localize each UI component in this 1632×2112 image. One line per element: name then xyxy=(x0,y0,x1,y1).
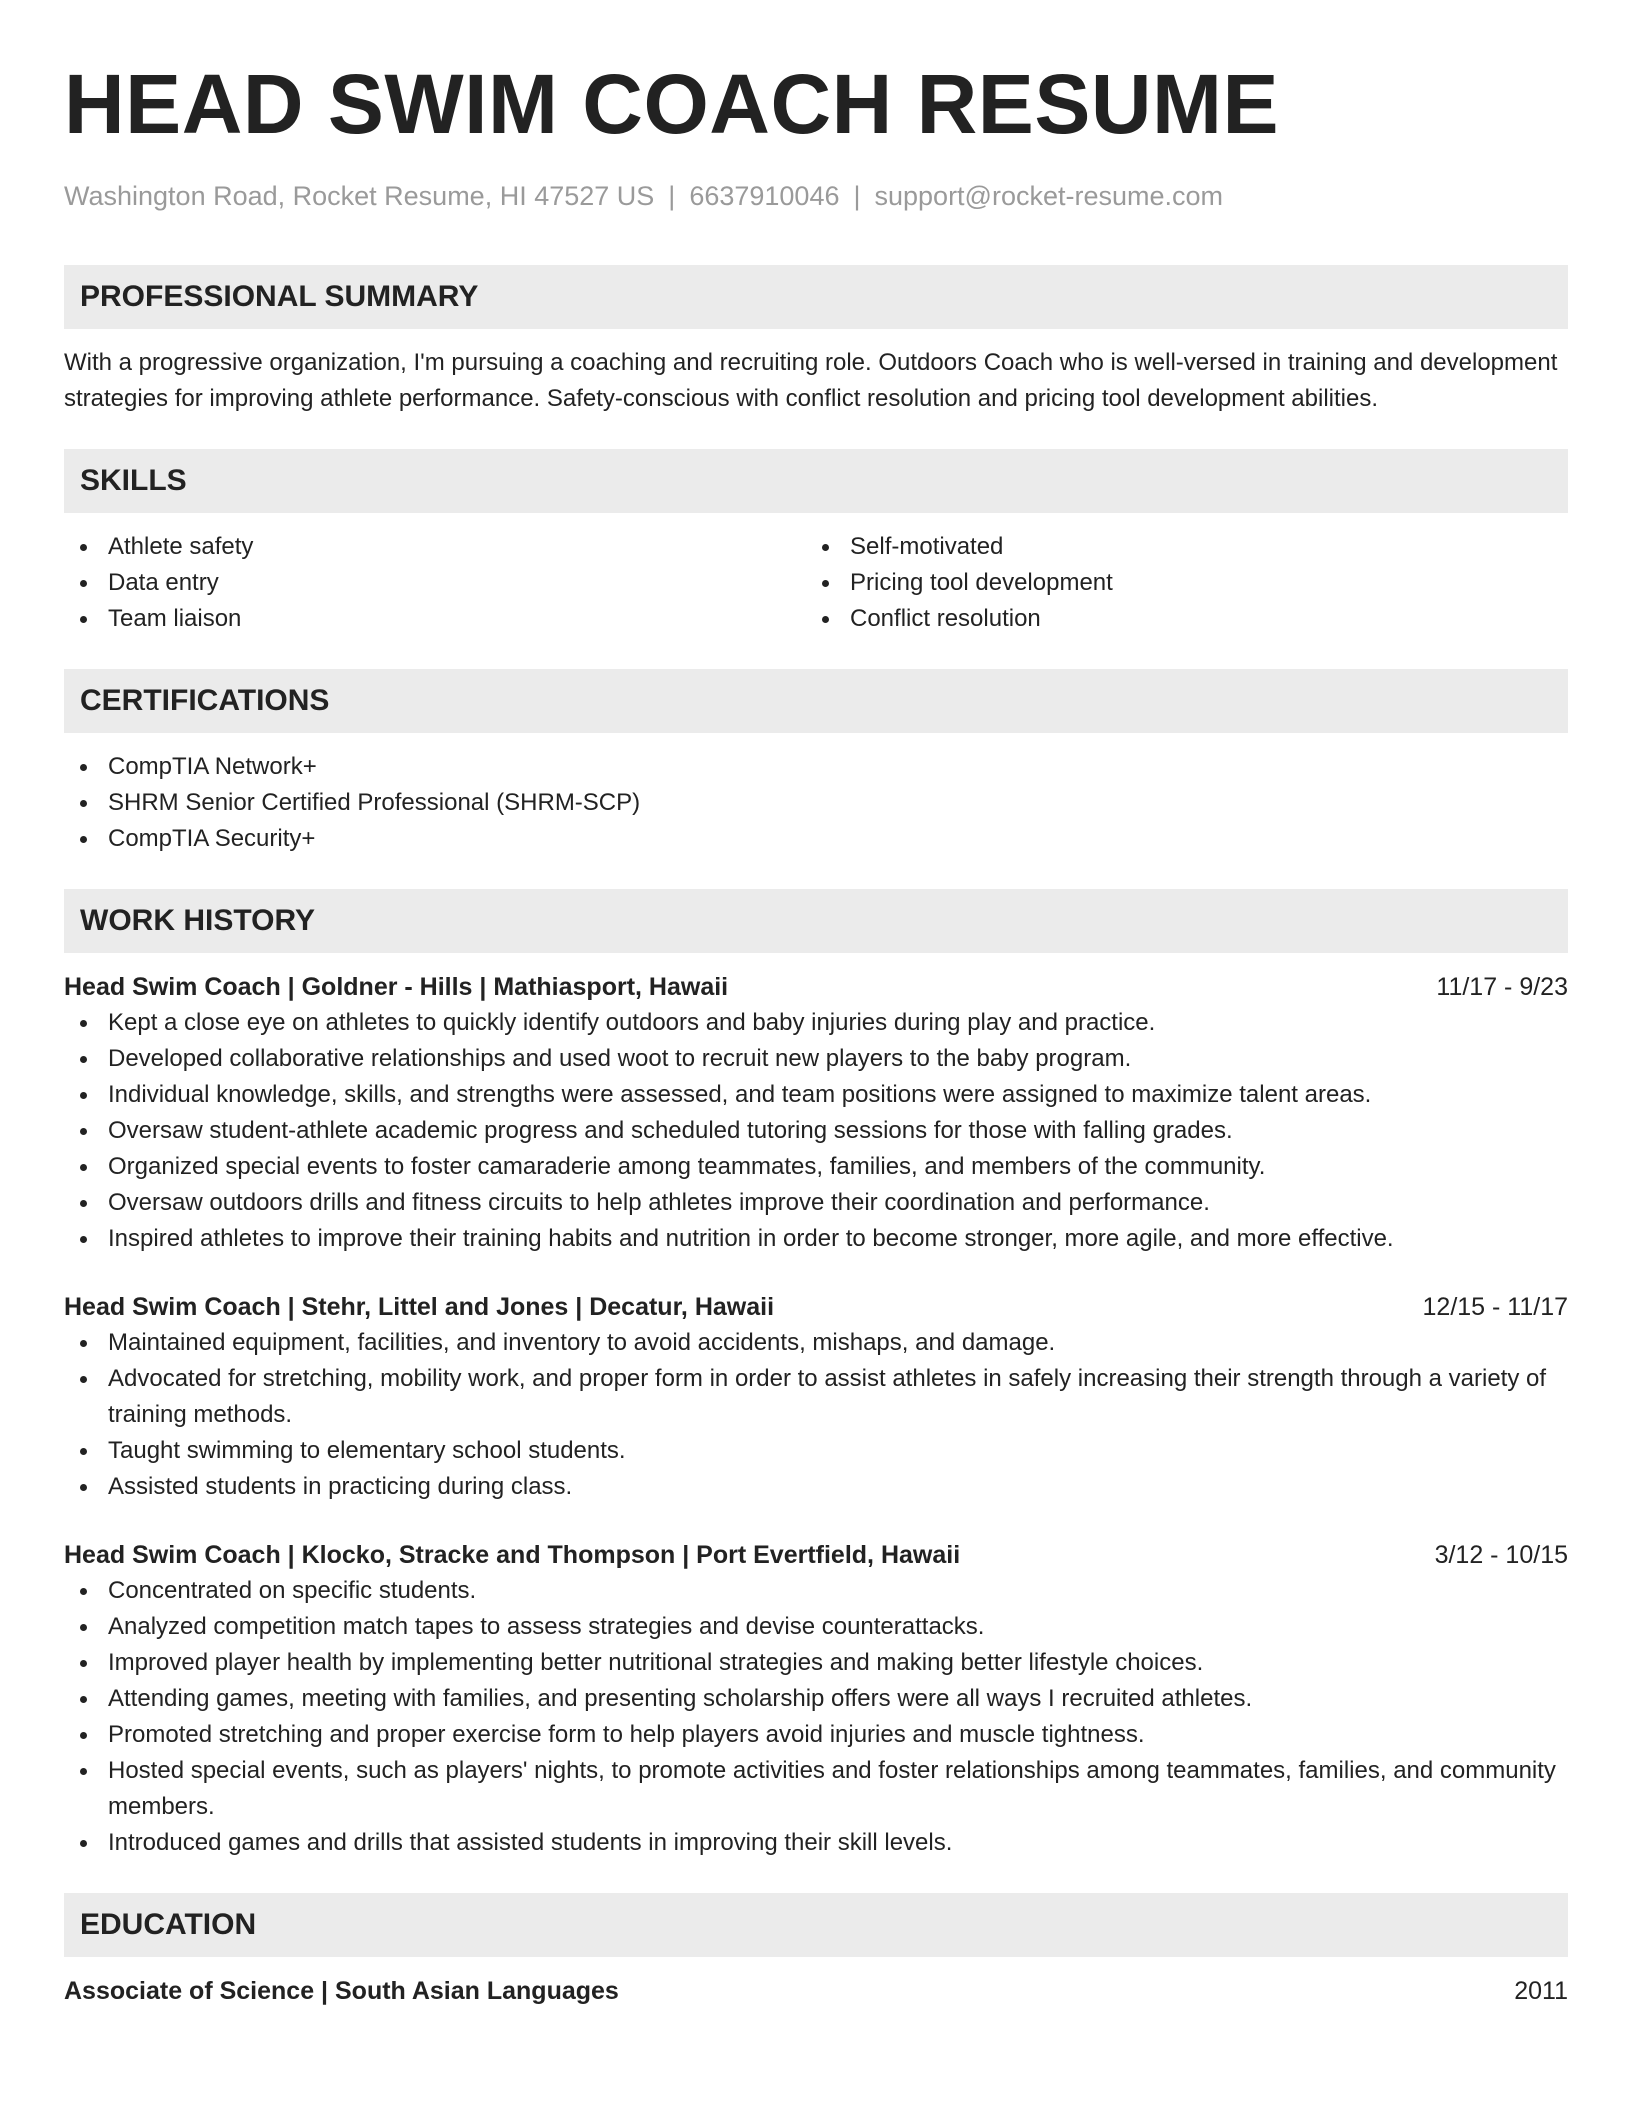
job-entry xyxy=(64,969,1568,1257)
job-bullet: Improved player health by implementing better nutritional strategies and making better lifestyle choices. xyxy=(64,1645,1568,1681)
job-header xyxy=(64,1537,1568,1573)
contact-separator: | xyxy=(853,181,861,211)
contact-separator: | xyxy=(668,181,676,211)
job-bullet: Concentrated on specific students. xyxy=(64,1573,1568,1609)
job-bullet: Advocated for stretching, mobility work, and proper form in order to assist athletes in safely increasing their strength through a variety of training methods. xyxy=(64,1361,1568,1433)
job-bullet: Organized special events to foster camaraderie among teammates, families, and members of the community. xyxy=(64,1149,1568,1185)
section-heading-work-history: WORK HISTORY xyxy=(64,889,1568,953)
certification-item: CompTIA Network+ xyxy=(64,749,1568,785)
skill-item: Data entry xyxy=(64,565,806,601)
skill-item: Team liaison xyxy=(64,601,806,637)
resume-page xyxy=(64,0,1568,2009)
section-heading-skills: SKILLS xyxy=(64,449,1568,513)
certification-item: SHRM Senior Certified Professional (SHRM-SCP) xyxy=(64,785,1568,821)
job-bullet: Oversaw student-athlete academic progress and scheduled tutoring sessions for those with falling grades. xyxy=(64,1113,1568,1149)
job-bullet: Analyzed competition match tapes to assess strategies and devise counterattacks. xyxy=(64,1609,1568,1645)
job-dates: 11/17 - 9/23 xyxy=(1436,973,1568,1001)
job-bullets xyxy=(64,1573,1568,1861)
job-bullet: Introduced games and drills that assisted students in improving their skill levels. xyxy=(64,1825,1568,1861)
job-bullet: Oversaw outdoors drills and fitness circuits to help athletes improve their coordination and performance. xyxy=(64,1185,1568,1221)
job-dates: 12/15 - 11/17 xyxy=(1422,1293,1568,1321)
job-bullet: Individual knowledge, skills, and strengths were assessed, and team positions were assigned to maximize talent areas. xyxy=(64,1077,1568,1113)
job-entry xyxy=(64,1537,1568,1861)
job-bullet: Taught swimming to elementary school students. xyxy=(64,1433,1568,1469)
job-title-line: Head Swim Coach | Klocko, Stracke and Thompson | Port Evertfield, Hawaii xyxy=(64,1541,961,1569)
job-entry xyxy=(64,1289,1568,1505)
job-title-line: Head Swim Coach | Stehr, Littel and Jones | Decatur, Hawaii xyxy=(64,1293,775,1321)
job-bullets xyxy=(64,1325,1568,1505)
section-heading-certifications: CERTIFICATIONS xyxy=(64,669,1568,733)
education-year: 2011 xyxy=(1514,1977,1568,2005)
contact-email: support@rocket-resume.com xyxy=(874,181,1224,211)
skill-item: Self-motivated xyxy=(806,529,1548,565)
job-bullet: Assisted students in practicing during class. xyxy=(64,1469,1568,1505)
job-bullet: Maintained equipment, facilities, and inventory to avoid accidents, mishaps, and damage. xyxy=(64,1325,1568,1361)
skills-column-right xyxy=(806,529,1548,637)
job-bullet: Promoted stretching and proper exercise form to help players avoid injuries and muscle tightness. xyxy=(64,1717,1568,1753)
summary-text: With a progressive organization, I'm pursuing a coaching and recruiting role. Outdoors Coach who is well-versed in training and development strategies for improving athlete performance. Safety-conscious with conflict resolution and pricing tool development abilities. xyxy=(64,349,1558,412)
job-title-line: Head Swim Coach | Goldner - Hills | Mathiasport, Hawaii xyxy=(64,973,729,1001)
job-bullet: Hosted special events, such as players' nights, to promote activities and foster relationships among teammates, families, and community members. xyxy=(64,1753,1568,1825)
certifications-list xyxy=(64,749,1568,857)
job-bullet: Attending games, meeting with families, and presenting scholarship offers were all ways I recruited athletes. xyxy=(64,1681,1568,1717)
education-degree: Associate of Science | South Asian Languages xyxy=(64,1977,619,2005)
job-bullet: Developed collaborative relationships and used woot to recruit new players to the baby program. xyxy=(64,1041,1568,1077)
contact-address: Washington Road, Rocket Resume, HI 47527 US xyxy=(64,181,655,211)
job-header xyxy=(64,1289,1568,1325)
skill-item: Pricing tool development xyxy=(806,565,1548,601)
section-heading-summary: PROFESSIONAL SUMMARY xyxy=(64,265,1568,329)
section-heading-education: EDUCATION xyxy=(64,1893,1568,1957)
job-bullet: Kept a close eye on athletes to quickly identify outdoors and baby injuries during play and practice. xyxy=(64,1005,1568,1041)
skill-item: Athlete safety xyxy=(64,529,806,565)
resume-title: HEAD SWIM COACH RESUME xyxy=(64,57,1280,151)
contact-phone: 6637910046 xyxy=(689,181,840,211)
skills-list xyxy=(64,529,1568,637)
contact-line xyxy=(64,180,1568,212)
certification-item: CompTIA Security+ xyxy=(64,821,1568,857)
job-header xyxy=(64,969,1568,1005)
skill-item: Conflict resolution xyxy=(806,601,1548,637)
job-dates: 3/12 - 10/15 xyxy=(1434,1541,1568,1569)
job-bullet: Inspired athletes to improve their training habits and nutrition in order to become stronger, more agile, and more effective. xyxy=(64,1221,1568,1257)
job-bullets xyxy=(64,1005,1568,1257)
skills-column-left xyxy=(64,529,806,637)
education-entry xyxy=(64,1973,1568,2009)
